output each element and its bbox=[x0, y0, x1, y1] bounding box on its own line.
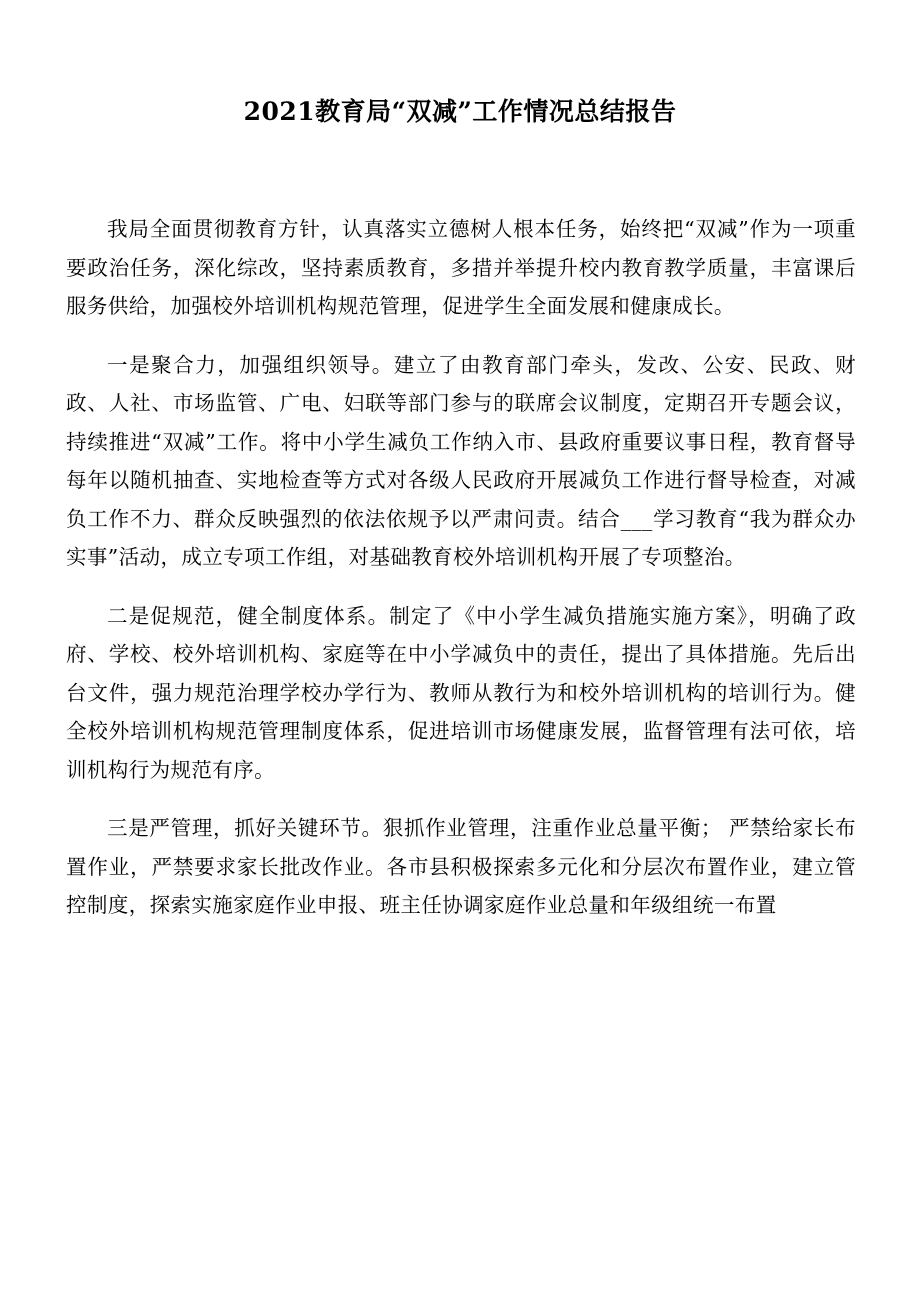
paragraph-organization: 一是聚合力，加强组织领导。建立了由教育部门牵头，发改、公安、民政、财政、人社、市场监管、广电、妇联等部门参与的联席会议制度，定期召开专题会议，持续推进“双减”工作。将中小学生减负工作纳入市、县政府重要议事日程，教育督导每年以随机抽查、实地检查等方式对各级人民政府开展减负工作进行督导检查，对减负工作不力、群众反映强烈的依法依规予以严肃问责。结合___学习教育“我为群众办实事”活动，成立专项工作组，对基础教育校外培训机构开展了专项整治。 bbox=[66, 352, 856, 569]
paragraph-regulation: 二是促规范，健全制度体系。制定了《中小学生减负措施实施方案》，明确了政府、学校、校外培训机构、家庭等在中小学减负中的责任，提出了具体措施。先后出台文件，强力规范治理学校办学行为、教师从教行为和校外培训机构的培训行为。健全校外培训机构规范管理制度体系，促进培训市场健康发展，监督管理有法可依，培训机构行为规范有序。 bbox=[66, 603, 856, 782]
document-title: 2021教育局“双减”工作情况总结报告 bbox=[243, 97, 677, 126]
paragraph-intro: 我局全面贯彻教育方针，认真落实立德树人根本任务，始终把“双减”作为一项重要政治任务，深化综改，坚持素质教育，多措并举提升校内教育教学质量，丰富课后服务供给，加强校外培训机构规范管理，促进学生全面发展和健康成长。 bbox=[66, 217, 856, 318]
document-body bbox=[66, 210, 856, 945]
paragraph-management: 三是严管理，抓好关键环节。狠抓作业管理，注重作业总量平衡； 严禁给家长布置作业，严禁要求家长批改作业。各市县积极探索多元化和分层次布置作业，建立管控制度，探索实施家庭作业申报、班主任协调家庭作业总量和年级组统一布置 bbox=[66, 816, 856, 917]
